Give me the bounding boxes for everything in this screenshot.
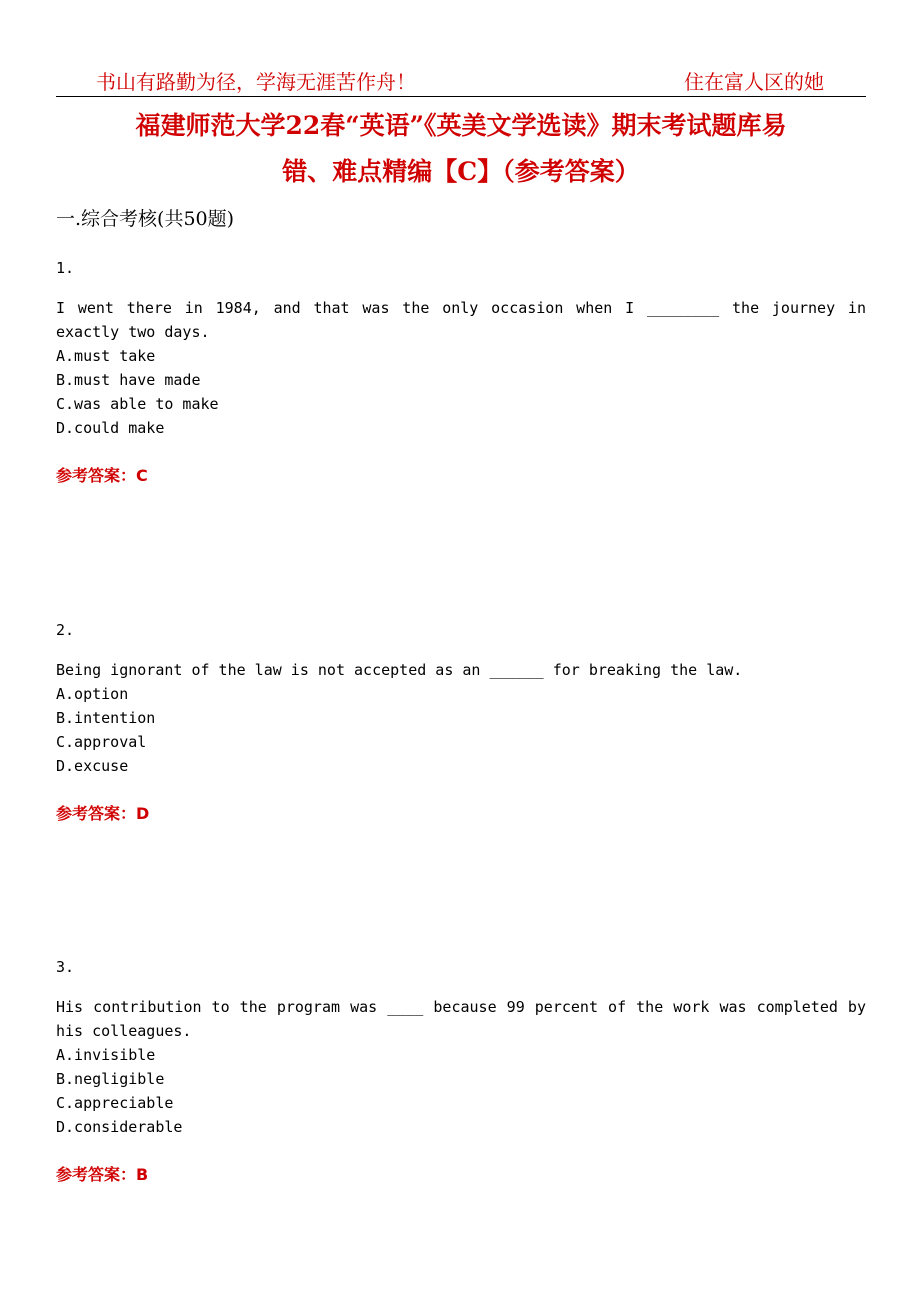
question-3 bbox=[56, 955, 866, 1187]
document-title-line-2: 错、难点精编【C】（参考答案） bbox=[282, 157, 640, 186]
question-stem: Being ignorant of the law is not accepted as an ______ for breaking the law. bbox=[56, 661, 743, 679]
question-2 bbox=[56, 618, 866, 826]
question-stem: His contribution to the program was ____ because 99 percent of the work was completed by his colleagues. bbox=[56, 998, 866, 1040]
option-a: A.option bbox=[56, 685, 129, 703]
option-a: A.invisible bbox=[56, 1046, 156, 1064]
page-header bbox=[56, 62, 866, 96]
reference-answer: 参考答案：B bbox=[56, 1165, 149, 1184]
option-d: D.excuse bbox=[56, 757, 129, 775]
question-number: 3. bbox=[56, 958, 75, 976]
question-stem: I went there in 1984, and that was the only occasion when I ________ the journey in exactly two days. bbox=[56, 299, 866, 341]
option-b: B.must have made bbox=[56, 371, 201, 389]
option-d: D.considerable bbox=[56, 1118, 183, 1136]
option-a: A.must take bbox=[56, 347, 156, 365]
option-c: C.was able to make bbox=[56, 395, 219, 413]
option-c: C.appreciable bbox=[56, 1094, 174, 1112]
option-d: D.could make bbox=[56, 419, 165, 437]
option-b: B.negligible bbox=[56, 1070, 165, 1088]
header-motto: 书山有路勤为径，学海无涯苦作舟！ bbox=[96, 70, 416, 94]
option-c: C.approval bbox=[56, 733, 147, 751]
document-title-line-1: 福建师范大学22春“英语”《英美文学选读》期末考试题库易 bbox=[135, 111, 787, 140]
header-divider bbox=[56, 96, 866, 97]
header-author: 住在富人区的她 bbox=[684, 70, 824, 94]
reference-answer: 参考答案：C bbox=[56, 466, 148, 485]
question-1 bbox=[56, 256, 866, 488]
section-heading: 一.综合考核(共50题) bbox=[56, 208, 235, 230]
option-b: B.intention bbox=[56, 709, 156, 727]
question-number: 2. bbox=[56, 621, 75, 639]
reference-answer: 参考答案：D bbox=[56, 804, 150, 823]
question-number: 1. bbox=[56, 259, 75, 277]
